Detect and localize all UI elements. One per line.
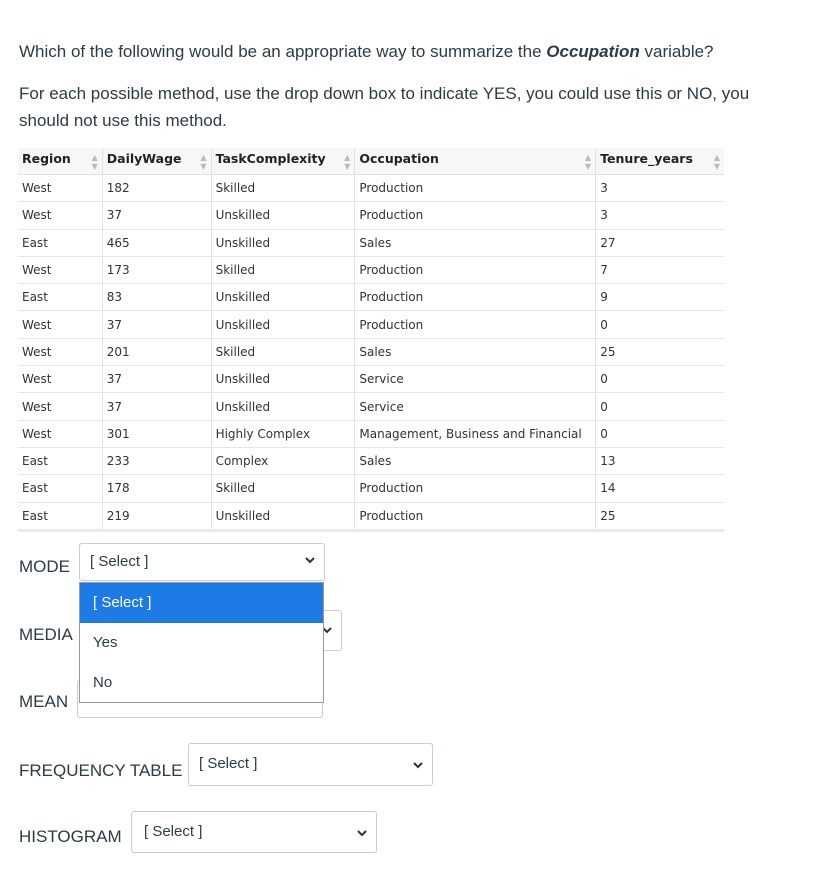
question-prefix: Which of the following would be an appropriate way to summarize the — [19, 42, 547, 61]
column-header-occupation[interactable]: Occupation ▲ ▼ — [355, 148, 596, 175]
histogram-select[interactable] — [131, 811, 377, 853]
column-header-taskcomplexity[interactable]: TaskComplexity ▲ ▼ — [211, 148, 355, 175]
question-line-2: For each possible method, use the drop down box to indicate YES, you could use this or NO, you should not use this method. — [19, 84, 750, 130]
table-row: West 37 Unskilled Service 0 — [18, 366, 724, 393]
table-row: East 219 Unskilled Production 25 — [18, 502, 724, 530]
histogram-label: HISTOGRAM — [19, 827, 122, 846]
mode-dropdown-menu — [79, 582, 324, 703]
table-row: West 173 Skilled Production 7 — [18, 256, 724, 283]
table-header-row — [18, 148, 724, 175]
table-row: West 201 Skilled Sales 25 — [18, 338, 724, 365]
table-row: West 37 Unskilled Service 0 — [18, 393, 724, 420]
frequency-table-select[interactable] — [188, 743, 433, 786]
table-row: East 83 Unskilled Production 9 — [18, 284, 724, 311]
chevron-down-icon — [356, 827, 368, 839]
mode-select-value: [ Select ] — [90, 553, 149, 570]
column-header-region[interactable]: Region ▲ ▼ — [18, 148, 102, 175]
column-header-tenure[interactable]: Tenure_years ▲ ▼ — [596, 148, 724, 175]
chevron-down-icon — [412, 759, 424, 771]
histogram-select-value: [ Select ] — [144, 823, 203, 840]
dropdown-option-no[interactable]: No — [93, 674, 113, 691]
question-variable: Occupation — [546, 42, 640, 61]
frequency-table-select-value: [ Select ] — [199, 755, 258, 772]
sort-icon[interactable]: ▲ ▼ — [585, 153, 592, 171]
median-label: MEDIA — [19, 625, 73, 644]
sort-icon[interactable]: ▲ ▼ — [91, 153, 98, 171]
mean-label: MEAN — [19, 692, 69, 711]
dropdown-option-yes[interactable]: Yes — [93, 634, 118, 651]
sort-icon[interactable]: ▲ ▼ — [344, 153, 351, 171]
data-table — [18, 148, 724, 532]
question-line-1 — [19, 40, 714, 64]
table-row: East 233 Complex Sales 13 — [18, 447, 724, 474]
mode-select[interactable] — [79, 543, 325, 581]
sort-icon[interactable]: ▲ ▼ — [713, 153, 720, 171]
table-row: East 465 Unskilled Sales 27 — [18, 229, 724, 256]
chevron-down-icon — [304, 554, 316, 566]
table-row: West 37 Unskilled Production 3 — [18, 202, 724, 229]
table-row: West 37 Unskilled Production 0 — [18, 311, 724, 338]
table-row: East 178 Skilled Production 14 — [18, 475, 724, 502]
table-row: West 182 Skilled Production 3 — [18, 175, 724, 202]
dropdown-option-select[interactable]: [ Select ] — [80, 583, 323, 623]
table-row: West 301 Highly Complex Management, Business and Financial 0 — [18, 420, 724, 447]
frequency-table-label: FREQUENCY TABLE — [19, 761, 183, 780]
sort-icon[interactable]: ▲ ▼ — [200, 153, 207, 171]
question-suffix: variable? — [639, 42, 714, 61]
column-header-dailywage[interactable]: DailyWage ▲ ▼ — [102, 148, 211, 175]
mode-label: MODE — [19, 557, 70, 576]
